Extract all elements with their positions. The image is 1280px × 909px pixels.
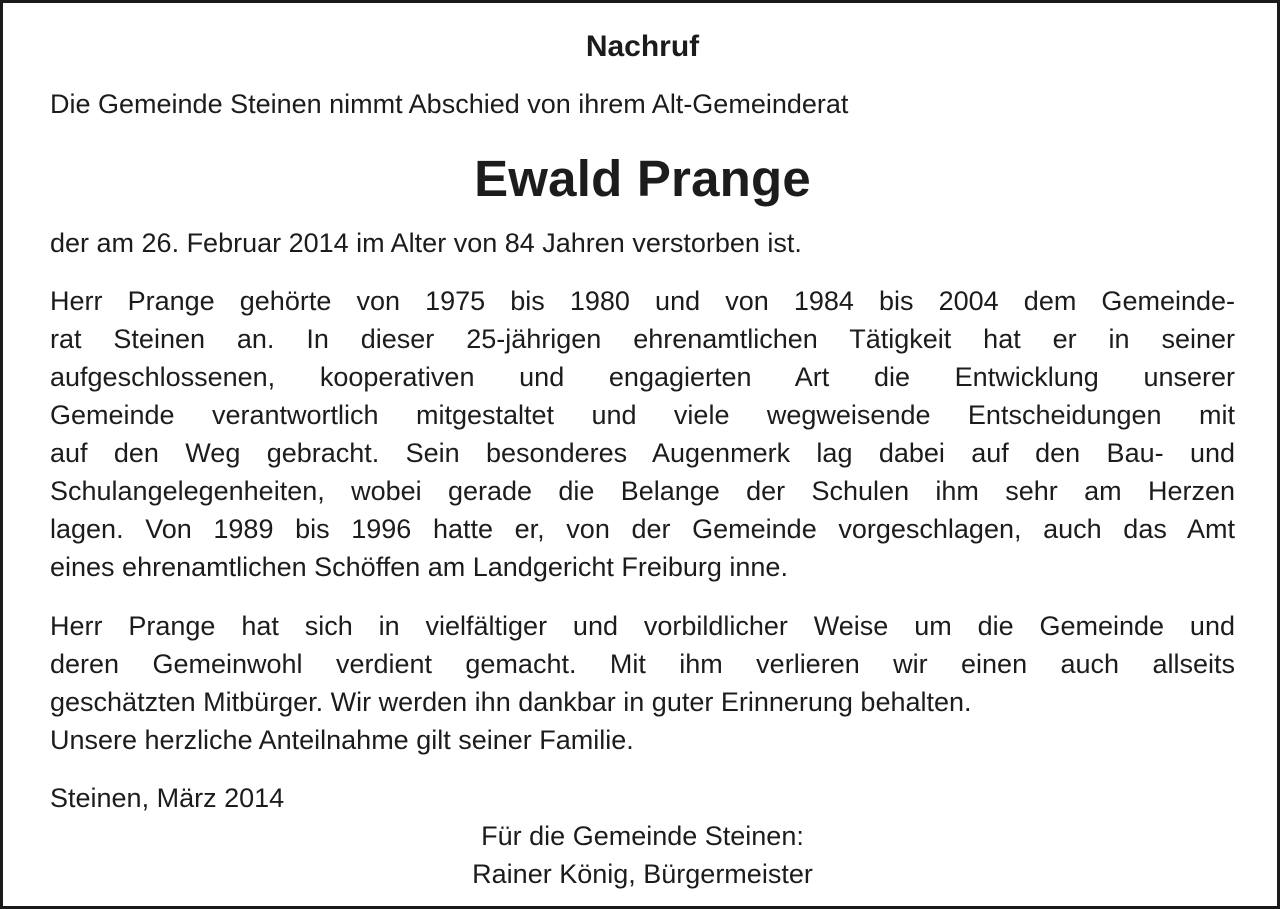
place-and-date: Steinen, März 2014 — [50, 783, 285, 813]
paragraph-line: geschätzten Mitbürger. Wir werden ihn dankbar in guter Erinnerung behalten. — [50, 687, 972, 717]
signature-block — [50, 817, 1235, 893]
deceased-name: Ewald Prange — [474, 150, 811, 207]
signature-organization: Für die Gemeinde Steinen: — [481, 821, 804, 851]
paragraph-line: lagen. Von 1989 bis 1996 hatte er, von der Gemeinde vorgeschlagen, auch das Amt — [50, 514, 1235, 544]
tribute-paragraph — [50, 607, 1235, 759]
paragraph-line: Gemeinde verantwortlich mitgestaltet und viele wegweisende Entscheidungen mit — [50, 400, 1235, 430]
paragraph-line: Herr Prange hat sich in vielfältiger und vorbildlicher Weise um die Gemeinde und — [50, 611, 1235, 641]
paragraph-line: auf den Weg gebracht. Sein besonderes Augenmerk lag dabei auf den Bau- und — [50, 438, 1235, 468]
paragraph-line: rat Steinen an. In dieser 25-jährigen ehrenamtlichen Tätigkeit hat er in seiner — [50, 324, 1235, 354]
paragraph-line: Schulangelegenheiten, wobei gerade die Belange der Schulen ihm sehr am Herzen — [50, 476, 1235, 506]
intro-text: Die Gemeinde Steinen nimmt Abschied von ihrem Alt-Gemeinderat — [50, 89, 849, 119]
biography-paragraph — [50, 282, 1235, 586]
death-date-text: der am 26. Februar 2014 im Alter von 84 Jahren verstorben ist. — [50, 228, 802, 258]
paragraph-line: Unsere herzliche Anteilnahme gilt seiner Familie. — [50, 725, 634, 755]
paragraph-line: deren Gemeinwohl verdient gemacht. Mit ihm verlieren wir einen auch allseits — [50, 649, 1235, 679]
signature-signatory: Rainer König, Bürgermeister — [472, 859, 813, 889]
paragraph-line: Herr Prange gehörte von 1975 bis 1980 und von 1984 bis 2004 dem Gemeinde- — [50, 286, 1235, 316]
notice-heading: Nachruf — [585, 30, 700, 63]
paragraph-line: eines ehrenamtlichen Schöffen am Landgericht Freiburg inne. — [50, 552, 788, 582]
paragraph-line: aufgeschlossenen, kooperativen und engagierten Art die Entwicklung unserer — [50, 362, 1235, 392]
